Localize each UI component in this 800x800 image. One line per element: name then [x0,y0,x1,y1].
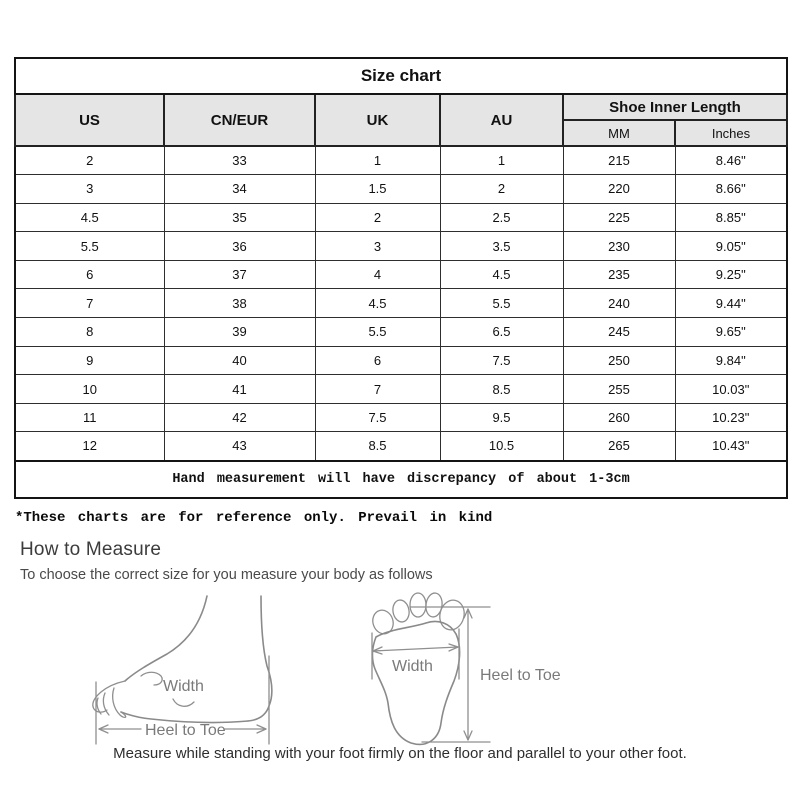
table-cell: 5.5 [315,318,440,347]
side-heel-to-toe-label: Heel to Toe [145,722,226,739]
reference-note: *These charts are for reference only. Prevail in kind [15,510,493,526]
table-cell: 38 [164,289,315,318]
table-cell: 10.5 [440,432,563,461]
table-cell: 6 [15,260,164,289]
table-cell: 4 [315,260,440,289]
table-cell: 245 [563,318,675,347]
table-cell: 8.5 [440,375,563,404]
col-header-inches: Inches [675,120,787,146]
col-header-au: AU [440,94,563,146]
table-cell: 8.85" [675,203,787,232]
table-cell: 1.5 [315,175,440,204]
col-header-shoe-inner-length: Shoe Inner Length [563,94,787,120]
table-cell: 2 [440,175,563,204]
table-cell: 39 [164,318,315,347]
table-cell: 265 [563,432,675,461]
table-cell: 5.5 [440,289,563,318]
big-toe [437,598,468,633]
table-cell: 33 [164,146,315,175]
table-cell: 240 [563,289,675,318]
table-row [15,289,787,318]
table-row [15,318,787,347]
table-cell: 9 [15,346,164,375]
table-header-row [15,94,787,120]
table-cell: 1 [315,146,440,175]
how-to-measure-heading: How to Measure [20,539,162,560]
table-cell: 9.25" [675,260,787,289]
table-cell: 2 [315,203,440,232]
table-cell: 3 [315,232,440,261]
table-cell: 3.5 [440,232,563,261]
table-cell: 43 [164,432,315,461]
table-cell: 8 [15,318,164,347]
footprint-outline [372,621,459,744]
col-header-uk: UK [315,94,440,146]
table-footer-row [15,461,787,498]
table-cell: 41 [164,375,315,404]
toe-small [370,607,396,636]
table-row [15,346,787,375]
table-cell: 40 [164,346,315,375]
size-rows [15,146,787,461]
col-header-cn-eur: CN/EUR [164,94,315,146]
table-cell: 9.65" [675,318,787,347]
table-cell: 255 [563,375,675,404]
foot-side-diagram [75,592,325,750]
table-footer-note: Hand measurement will have discrepancy of about 1-3cm [15,461,787,498]
table-cell: 12 [15,432,164,461]
table-cell: 7.5 [440,346,563,375]
col-header-us: US [15,94,164,146]
table-cell: 8.5 [315,432,440,461]
table-cell: 215 [563,146,675,175]
table-cell: 34 [164,175,315,204]
size-chart-table [14,57,788,499]
table-cell: 2 [15,146,164,175]
footprint-diagram [360,585,620,755]
table-cell: 7 [315,375,440,404]
footprint-heel-to-toe-label: Heel to Toe [480,667,561,684]
table-row [15,432,787,461]
table-row [15,375,787,404]
table-cell: 36 [164,232,315,261]
table-cell: 2.5 [440,203,563,232]
foot-side-outline [125,596,207,681]
table-cell: 7.5 [315,403,440,432]
table-cell: 11 [15,403,164,432]
table-cell: 4.5 [315,289,440,318]
table-row [15,232,787,261]
table-row [15,175,787,204]
table-cell: 35 [164,203,315,232]
col-header-mm: MM [563,120,675,146]
table-cell: 9.5 [440,403,563,432]
table-cell: 42 [164,403,315,432]
table-cell: 230 [563,232,675,261]
table-cell: 6.5 [440,318,563,347]
table-cell: 5.5 [15,232,164,261]
table-cell: 225 [563,203,675,232]
how-to-measure-subheading: To choose the correct size for you measure your body as follows [20,567,433,583]
table-cell: 4.5 [15,203,164,232]
table-cell: 9.44" [675,289,787,318]
table-cell: 9.05" [675,232,787,261]
table-row [15,146,787,175]
table-cell: 8.66" [675,175,787,204]
table-cell: 6 [315,346,440,375]
table-row [15,260,787,289]
table-row [15,403,787,432]
table-cell: 250 [563,346,675,375]
table-cell: 235 [563,260,675,289]
table-cell: 10.43" [675,432,787,461]
measure-caption: Measure while standing with your foot firmly on the floor and parallel to your other foot. [113,745,687,762]
table-cell: 4.5 [440,260,563,289]
table-title: Size chart [15,58,787,94]
table-cell: 10.03" [675,375,787,404]
table-cell: 8.46" [675,146,787,175]
table-cell: 1 [440,146,563,175]
footprint-width-label: Width [392,658,433,675]
table-cell: 10 [15,375,164,404]
table-cell: 7 [15,289,164,318]
side-width-label: Width [163,678,204,695]
table-cell: 220 [563,175,675,204]
table-cell: 260 [563,403,675,432]
table-cell: 3 [15,175,164,204]
table-cell: 37 [164,260,315,289]
table-title-row [15,58,787,94]
table-cell: 9.84" [675,346,787,375]
table-row [15,203,787,232]
table-cell: 10.23" [675,403,787,432]
